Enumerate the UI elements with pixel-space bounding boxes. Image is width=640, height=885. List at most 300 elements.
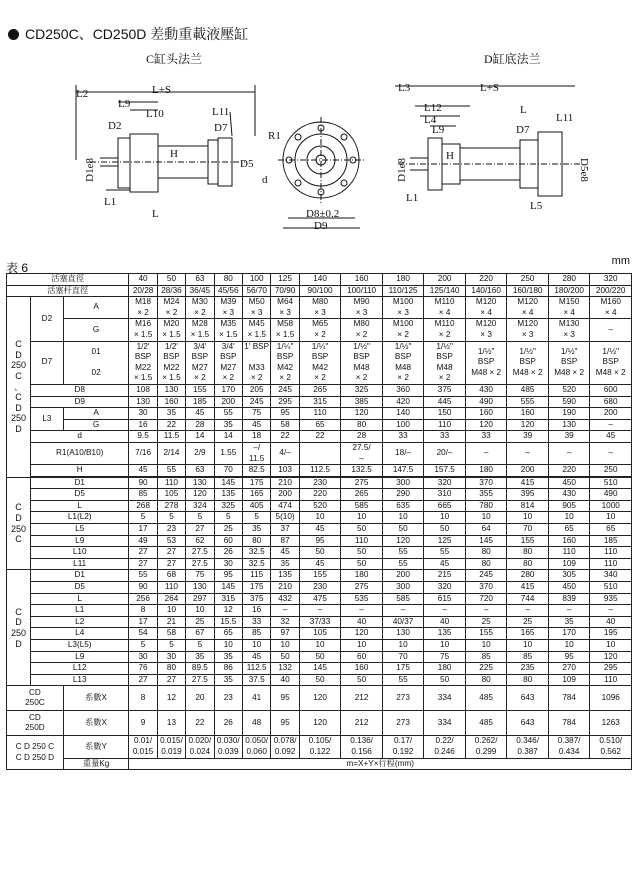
table-cell: 95 xyxy=(271,408,299,420)
table-cell: 63 xyxy=(186,465,214,477)
table-cell: 2/9 xyxy=(186,442,214,464)
table-cell: – xyxy=(299,605,341,617)
row-label: D5 xyxy=(31,582,129,594)
table-cell: 185 xyxy=(186,396,214,408)
dim-label: L3 xyxy=(398,82,411,94)
row-label: L5 xyxy=(31,524,129,536)
table-cell: M100 × 2 xyxy=(382,319,424,341)
table-cell: 210 xyxy=(271,582,299,594)
table-cell: 375 xyxy=(424,384,466,396)
row-label: L xyxy=(31,593,129,605)
table-cell: 9 xyxy=(129,711,157,736)
table-row xyxy=(7,500,632,512)
d7-label: D7 xyxy=(31,341,64,384)
table-cell: 130 xyxy=(129,396,157,408)
row-label: L11 xyxy=(31,558,129,570)
table-row xyxy=(7,319,632,341)
table-cell: 1/½" BSP M48 × 2 xyxy=(382,341,424,384)
h-label: H xyxy=(31,465,129,477)
table-cell: 28 xyxy=(186,419,214,431)
table-row xyxy=(7,711,632,736)
table-cell: M18 × 2 xyxy=(129,297,157,319)
header-bore: 100 xyxy=(242,274,270,286)
table-cell: M90 × 3 xyxy=(341,297,383,319)
table-cell: 23 xyxy=(157,524,185,536)
table-cell: 32.5 xyxy=(242,558,270,570)
table-cell: 905 xyxy=(548,500,590,512)
table-cell: 120 xyxy=(186,489,214,501)
table-row xyxy=(7,512,632,524)
table-cell: 50 xyxy=(299,547,341,559)
table-cell: 28 xyxy=(341,431,383,443)
table-row xyxy=(7,442,632,464)
table-cell: M120 × 3 xyxy=(507,319,549,341)
table-cell: 12 xyxy=(214,605,242,617)
row-label: L13 xyxy=(31,674,129,686)
table-cell: 10 xyxy=(299,512,341,524)
table-cell: 585 xyxy=(382,593,424,605)
table-cell: 5 xyxy=(129,512,157,524)
d-flange-drawing xyxy=(395,86,580,196)
table-cell: M100 × 3 xyxy=(382,297,424,319)
table-cell: 60 xyxy=(214,535,242,547)
table-cell: 62 xyxy=(186,535,214,547)
header-bore: 250 xyxy=(507,274,549,286)
series-label-d: C D 250 D xyxy=(7,570,31,686)
table-cell: 85 xyxy=(465,651,507,663)
dim-label: D9 xyxy=(314,220,328,232)
table-cell: 1/½" BSP M48 × 2 xyxy=(507,341,549,384)
table-cell: 50 xyxy=(424,674,466,686)
table-cell: 25 xyxy=(214,524,242,536)
weight-formula: m=X+Y×行程(mm) xyxy=(129,758,632,770)
table-cell: 60 xyxy=(341,651,383,663)
table-cell: 110 xyxy=(590,558,632,570)
header-bore: 180 xyxy=(382,274,424,286)
coef-d-label: CD 250D xyxy=(7,711,64,736)
table-cell: 395 xyxy=(507,489,549,501)
table-cell: 105 xyxy=(299,628,341,640)
table-cell: 220 xyxy=(299,489,341,501)
table-cell: 180 xyxy=(341,570,383,582)
table-cell: 125 xyxy=(424,535,466,547)
table-cell: 290 xyxy=(382,489,424,501)
table-cell: 147.5 xyxy=(382,465,424,477)
table-cell: 87 xyxy=(271,535,299,547)
table-cell: 155 xyxy=(186,384,214,396)
table-cell: M65 × 2 xyxy=(299,319,341,341)
table-cell: 200 xyxy=(382,570,424,582)
dim-label: L+S xyxy=(152,84,172,96)
table-cell: 86 xyxy=(214,663,242,675)
table-cell: 1/¼" BSP M42 × 2 xyxy=(299,341,341,384)
row-label: L9 xyxy=(31,535,129,547)
row-label: L1(L2) xyxy=(31,512,129,524)
table-cell: 10 xyxy=(424,640,466,652)
table-cell: 485 xyxy=(465,686,507,711)
table-cell: 110 xyxy=(590,674,632,686)
coef-y-value: 0.01/ 0.015 xyxy=(129,736,157,758)
table-cell: 45 xyxy=(299,558,341,570)
table-cell: 35 xyxy=(157,408,185,420)
table-cell: 4/– xyxy=(271,442,299,464)
table-cell: M16 × 1.5 xyxy=(129,319,157,341)
table-cell: 80 xyxy=(507,558,549,570)
table-cell: – xyxy=(271,605,299,617)
table-cell: 10 xyxy=(186,605,214,617)
table-cell: 115 xyxy=(242,570,270,582)
header-bore: 160 xyxy=(341,274,383,286)
table-cell: 80 xyxy=(341,419,383,431)
table-cell: 10 xyxy=(424,512,466,524)
table-cell: 432 xyxy=(271,593,299,605)
unit-label: mm xyxy=(611,255,630,267)
table-cell: 25 xyxy=(186,616,214,628)
table-cell: 25 xyxy=(507,616,549,628)
table-row xyxy=(7,758,632,770)
header-bore: 80 xyxy=(214,274,242,286)
table-cell: M30 × 2 xyxy=(186,297,214,319)
l3-label: L3 xyxy=(31,408,64,431)
dim-label: D7 xyxy=(516,124,530,136)
d9-label: D9 xyxy=(31,396,129,408)
table-cell: 520 xyxy=(299,500,341,512)
table-cell: 475 xyxy=(299,593,341,605)
table-cell: 1/½" BSP M48 × 2 xyxy=(590,341,632,384)
table-cell: 784 xyxy=(548,711,590,736)
table-cell: 80 xyxy=(465,547,507,559)
header-bore: 125 xyxy=(271,274,299,286)
table-cell: 50 xyxy=(341,558,383,570)
table-cell: 95 xyxy=(214,570,242,582)
table-row xyxy=(7,408,632,420)
table-cell: 90 xyxy=(129,477,157,489)
table-row xyxy=(7,651,632,663)
dim-label: L xyxy=(152,208,159,220)
table-cell: 310 xyxy=(424,489,466,501)
table-cell: 3/4' BSP M27 × 2 xyxy=(186,341,214,384)
header-rod-label: 活塞杆直徑 xyxy=(7,285,129,297)
coef-c-label: CD 250C xyxy=(7,686,64,711)
table-cell: 1/½" BSP M48 × 2 xyxy=(424,341,466,384)
table-cell: 5 xyxy=(242,512,270,524)
table-cell: 58 xyxy=(271,419,299,431)
table-cell: 15.5 xyxy=(214,616,242,628)
table-cell: 220 xyxy=(548,465,590,477)
table-cell: 80 xyxy=(465,558,507,570)
table-cell: 5 xyxy=(186,512,214,524)
table-cell: 50 xyxy=(341,524,383,536)
table-cell: 27 xyxy=(157,558,185,570)
table-cell: M110 × 4 xyxy=(424,297,466,319)
dim-label: D8±0.2 xyxy=(306,208,340,220)
table-cell: 45 xyxy=(299,524,341,536)
table-cell: 110 xyxy=(341,535,383,547)
table-cell: 784 xyxy=(548,686,590,711)
coef-y-value: 0.17/ 0.192 xyxy=(382,736,424,758)
table-cell: 935 xyxy=(590,593,632,605)
table-cell: 109 xyxy=(548,674,590,686)
r1-label: R1(A10/B10) xyxy=(31,442,129,464)
table-cell: 9.5 xyxy=(129,431,157,443)
table-cell: 1/¼" BSP M42 × 2 xyxy=(271,341,299,384)
table-cell: 50 xyxy=(341,547,383,559)
table-cell: 1/½" BSP M48 × 2 xyxy=(548,341,590,384)
table-cell: M39 × 3 xyxy=(214,297,242,319)
table-cell: M24 × 2 xyxy=(157,297,185,319)
table-cell: 450 xyxy=(548,582,590,594)
table-cell: 105 xyxy=(157,489,185,501)
table-cell: 35 xyxy=(271,558,299,570)
row-label: L xyxy=(31,500,129,512)
coef-y-value: 0.105/ 0.122 xyxy=(299,736,341,758)
table-cell: 80 xyxy=(507,547,549,559)
header-rod: 70/90 xyxy=(271,285,299,297)
c-flange-drawing xyxy=(76,85,255,192)
table-cell: 1/2' BSP M22 × 1.5 xyxy=(129,341,157,384)
table-cell: 270 xyxy=(548,663,590,675)
row-label: L9 xyxy=(31,651,129,663)
dim-label: H xyxy=(170,148,178,160)
table-cell: 18/– xyxy=(382,442,424,464)
table-cell: 205 xyxy=(242,384,270,396)
table-cell: 10 xyxy=(465,640,507,652)
table-row xyxy=(7,582,632,594)
table-cell: 80 xyxy=(242,535,270,547)
table-cell: 185 xyxy=(590,535,632,547)
table-cell: 45 xyxy=(242,651,270,663)
dim-label: R1 xyxy=(268,130,281,142)
table-cell: 11.5 xyxy=(157,431,185,443)
table-cell: 3/4' BSP M27 × 2 xyxy=(214,341,242,384)
table-cell: 32.5 xyxy=(242,547,270,559)
table-cell: 535 xyxy=(341,593,383,605)
header-bore-label: 活塞直徑 xyxy=(7,274,129,286)
table-row xyxy=(7,465,632,477)
table-row xyxy=(7,547,632,559)
table-cell: – xyxy=(590,419,632,431)
table-cell: 55 xyxy=(382,558,424,570)
table-cell: 643 xyxy=(507,711,549,736)
header-rod: 200/220 xyxy=(590,285,632,297)
table-cell: 415 xyxy=(507,477,549,489)
table-label: 表 6 xyxy=(6,261,29,275)
table-cell: – xyxy=(341,605,383,617)
table-cell: M64 × 3 xyxy=(271,297,299,319)
table-cell: 53 xyxy=(157,535,185,547)
header-rod: 56/70 xyxy=(242,285,270,297)
table-cell: 33 xyxy=(424,431,466,443)
table-cell: –/ 11.5 xyxy=(242,442,270,464)
table-cell: – xyxy=(382,605,424,617)
table-cell: 635 xyxy=(382,500,424,512)
table-cell: 273 xyxy=(382,686,424,711)
table-cell: 324 xyxy=(186,500,214,512)
table-cell: 67 xyxy=(186,628,214,640)
table-cell: 300 xyxy=(382,477,424,489)
technical-drawing xyxy=(0,40,640,250)
table-cell: 37.5 xyxy=(242,674,270,686)
table-row xyxy=(7,663,632,675)
table-cell: 110 xyxy=(590,547,632,559)
table-cell: 75 xyxy=(424,651,466,663)
page-title: CD250C、CD250D 差動重載液壓缸 xyxy=(8,24,248,44)
header-bore: 63 xyxy=(186,274,214,286)
header-rod: 36/45 xyxy=(186,285,214,297)
header-bore: 200 xyxy=(424,274,466,286)
table-cell: 85 xyxy=(507,651,549,663)
coef-y-value: 0.262/ 0.299 xyxy=(465,736,507,758)
table-cell: 45 xyxy=(186,408,214,420)
table-cell: 170 xyxy=(548,628,590,640)
table-cell: 2/14 xyxy=(157,442,185,464)
table-cell: M20 × 1.5 xyxy=(157,319,185,341)
coef-y-value: 0.387/ 0.434 xyxy=(548,736,590,758)
table-cell: 35 xyxy=(214,674,242,686)
table-cell: – xyxy=(507,442,549,464)
table-row xyxy=(7,674,632,686)
dim-label: L10 xyxy=(146,108,164,120)
table-cell: 45 xyxy=(129,465,157,477)
table-row xyxy=(7,431,632,443)
header-bore: 220 xyxy=(465,274,507,286)
table-cell: 450 xyxy=(548,477,590,489)
table-cell: 55 xyxy=(129,570,157,582)
d2-g-label: G xyxy=(63,319,129,341)
table-cell: 103 xyxy=(271,465,299,477)
header-rod: 90/100 xyxy=(299,285,341,297)
row-label: L1 xyxy=(31,605,129,617)
caption-d-flange: D缸底法兰 xyxy=(484,52,541,66)
header-rod: 110/125 xyxy=(382,285,424,297)
table-cell: 230 xyxy=(299,477,341,489)
table-cell: 70 xyxy=(382,651,424,663)
table-cell: 590 xyxy=(548,396,590,408)
table-row xyxy=(7,616,632,628)
table-cell: 30 xyxy=(129,651,157,663)
table-cell: 45 xyxy=(590,431,632,443)
table-cell: 120 xyxy=(465,419,507,431)
dim-label: D2 xyxy=(108,120,122,132)
table-cell: 643 xyxy=(507,686,549,711)
table-cell: 26 xyxy=(214,711,242,736)
table-cell: 175 xyxy=(242,477,270,489)
table-cell: 85 xyxy=(129,489,157,501)
table-row xyxy=(7,640,632,652)
table-cell: 16 xyxy=(129,419,157,431)
table-cell: 68 xyxy=(157,570,185,582)
table-cell: 264 xyxy=(157,593,185,605)
table-cell: 112.5 xyxy=(299,465,341,477)
table-cell: 600 xyxy=(590,384,632,396)
dim-label: L1 xyxy=(406,192,419,204)
table-cell: 160 xyxy=(157,396,185,408)
table-cell: 355 xyxy=(465,489,507,501)
d8-label: D8 xyxy=(31,384,129,396)
table-cell: 65 xyxy=(299,419,341,431)
d2-a-label: A xyxy=(63,297,129,319)
table-cell: 18 xyxy=(242,431,270,443)
table-cell: 5 xyxy=(157,640,185,652)
table-cell: 405 xyxy=(242,500,270,512)
table-cell: 320 xyxy=(424,477,466,489)
table-cell: 10 xyxy=(157,605,185,617)
table-cell: 245 xyxy=(271,384,299,396)
table-cell: 140 xyxy=(382,408,424,420)
d7-type-label: 01 02 xyxy=(63,341,129,384)
table-cell: 370 xyxy=(465,582,507,594)
table-cell: 17 xyxy=(129,616,157,628)
table-cell: 320 xyxy=(424,582,466,594)
table-row xyxy=(7,285,632,297)
header-bore: 320 xyxy=(590,274,632,286)
table-cell: 40 xyxy=(271,674,299,686)
table-cell: 170 xyxy=(214,384,242,396)
table-cell: 235 xyxy=(507,663,549,675)
table-cell: 150 xyxy=(424,408,466,420)
table-cell: 315 xyxy=(299,396,341,408)
table-cell: M160 × 4 xyxy=(590,297,632,319)
table-cell: 109 xyxy=(548,558,590,570)
table-cell: 8 xyxy=(129,686,157,711)
table-cell: 1/2' BSP M22 × 1.5 xyxy=(157,341,185,384)
table-cell: 510 xyxy=(590,582,632,594)
table-cell: 485 xyxy=(465,711,507,736)
table-cell: 520 xyxy=(548,384,590,396)
dim-label: L1 xyxy=(104,196,117,208)
table-cell: 22 xyxy=(186,711,214,736)
table-cell: 132.5 xyxy=(341,465,383,477)
table-cell: 225 xyxy=(465,663,507,675)
table-cell: 160 xyxy=(548,535,590,547)
table-row xyxy=(7,605,632,617)
table-cell: M130 × 3 xyxy=(548,319,590,341)
table-cell: 13 xyxy=(157,711,185,736)
table-cell: 85 xyxy=(242,628,270,640)
table-cell: 27.5 xyxy=(186,558,214,570)
table-cell: 45 xyxy=(424,558,466,570)
table-cell: – xyxy=(590,319,632,341)
table-cell: 295 xyxy=(590,663,632,675)
table-cell: 30 xyxy=(157,651,185,663)
table-cell: 145 xyxy=(214,477,242,489)
dim-label: D7 xyxy=(214,122,228,134)
table-cell: 76 xyxy=(129,663,157,675)
table-cell: 95 xyxy=(299,535,341,547)
table-cell: 305 xyxy=(548,570,590,582)
table-cell: 17 xyxy=(129,524,157,536)
table-cell: M120 × 4 xyxy=(507,297,549,319)
table-cell: 23 xyxy=(214,686,242,711)
table-row xyxy=(7,341,632,384)
table-cell: 95 xyxy=(271,711,299,736)
table-cell: 14 xyxy=(214,431,242,443)
table-cell: 135 xyxy=(424,628,466,640)
dim-label: L+S xyxy=(480,82,500,94)
table-cell: 814 xyxy=(507,500,549,512)
table-cell: 8 xyxy=(129,605,157,617)
table-cell: 16 xyxy=(242,605,270,617)
dim-label: L11 xyxy=(556,112,574,124)
table-cell: – xyxy=(590,442,632,464)
table-cell: 160 xyxy=(465,408,507,420)
table-cell: 430 xyxy=(548,489,590,501)
table-cell: 30 xyxy=(214,558,242,570)
table-cell: 130 xyxy=(157,384,185,396)
table-cell: 190 xyxy=(548,408,590,420)
header-bore: 280 xyxy=(548,274,590,286)
table-cell: M120 × 3 xyxy=(465,319,507,341)
